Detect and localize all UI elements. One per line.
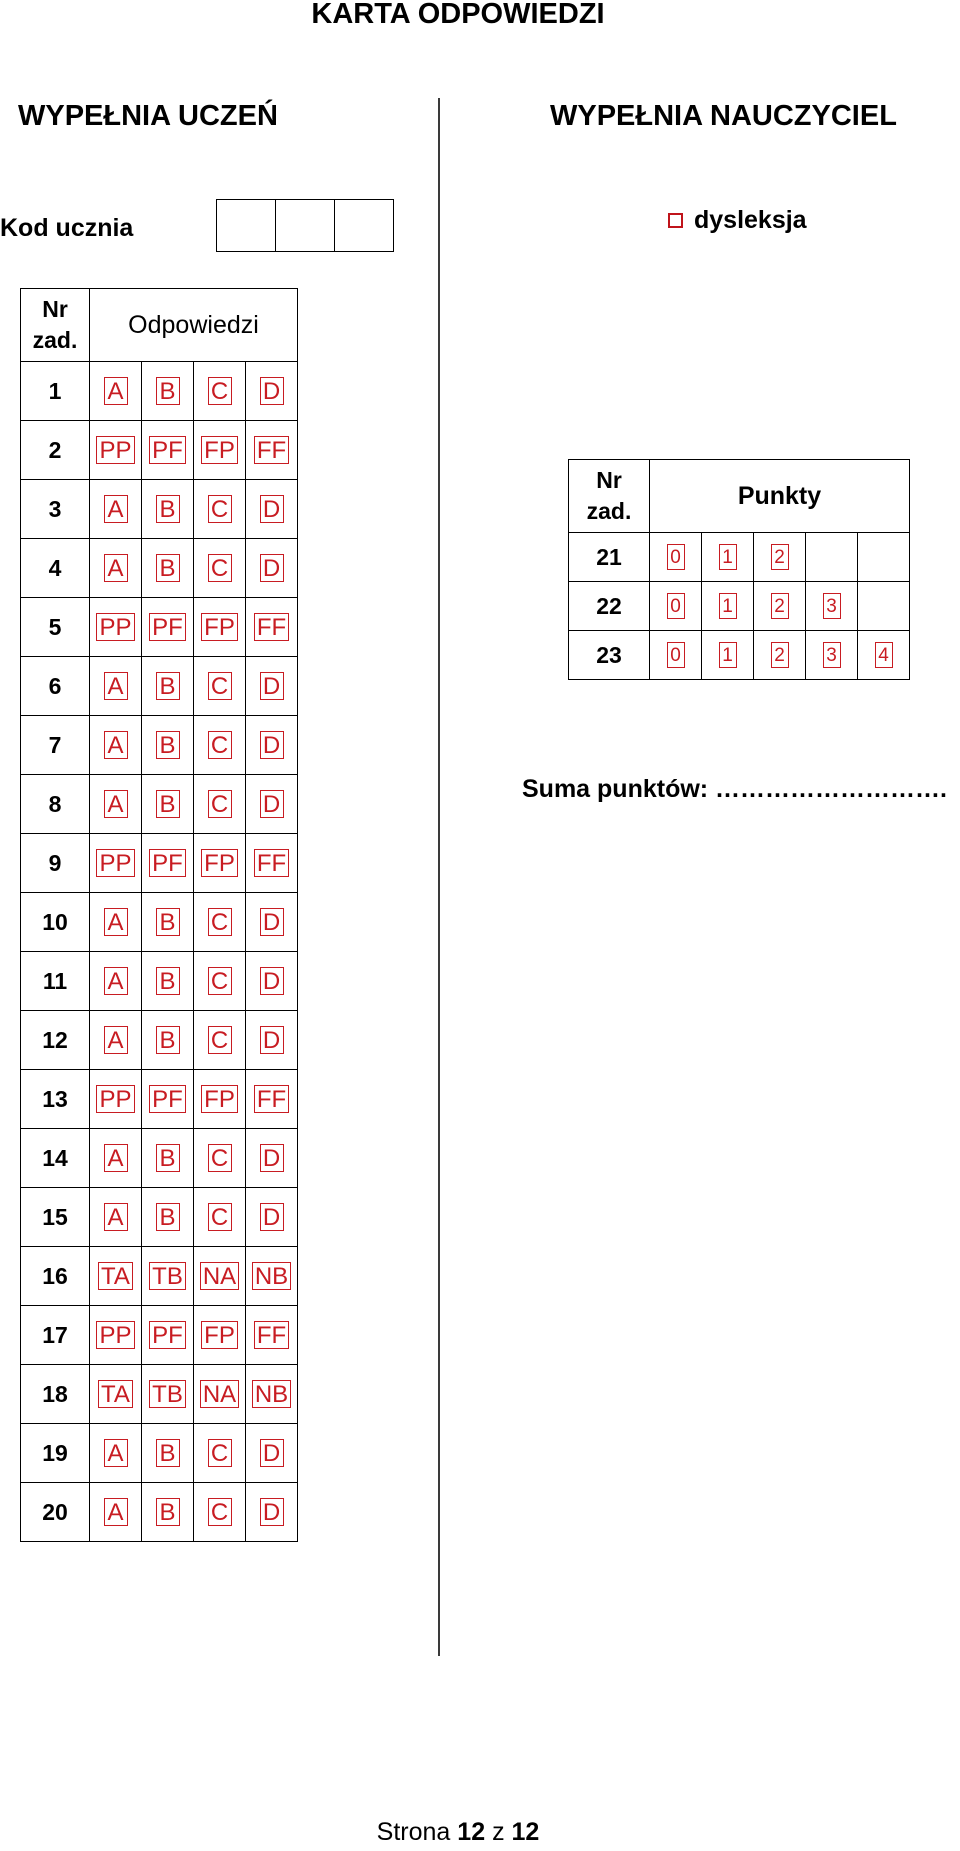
answer-option-cell bbox=[246, 1070, 298, 1129]
score-cell bbox=[650, 631, 702, 680]
answer-option-cell bbox=[90, 775, 142, 834]
answer-row bbox=[21, 1011, 298, 1070]
points-table bbox=[568, 459, 910, 680]
task-number: 21 bbox=[569, 533, 650, 582]
answer-row bbox=[21, 1188, 298, 1247]
score-cell bbox=[650, 533, 702, 582]
answer-option-cell bbox=[246, 362, 298, 421]
answer-option-box[interactable]: C bbox=[208, 908, 232, 936]
teacher-section-heading: WYPEŁNIA NAUCZYCIEL bbox=[550, 100, 897, 132]
answer-option-box[interactable]: B bbox=[156, 1439, 180, 1467]
footer-prefix: Strona bbox=[376, 1818, 451, 1846]
answer-row bbox=[21, 1424, 298, 1483]
answer-row bbox=[21, 716, 298, 775]
answer-option-box[interactable]: C bbox=[208, 495, 232, 523]
answer-option-cell bbox=[90, 1483, 142, 1542]
score-cell bbox=[806, 533, 858, 582]
score-option-box[interactable]: 3 bbox=[823, 642, 841, 668]
score-cell bbox=[702, 582, 754, 631]
answer-option-cell bbox=[194, 1247, 246, 1306]
answer-row bbox=[21, 775, 298, 834]
score-cell bbox=[858, 582, 910, 631]
header-task-number bbox=[569, 460, 650, 533]
answer-option-box[interactable]: FF bbox=[254, 436, 289, 464]
answer-option-cell bbox=[246, 1188, 298, 1247]
answer-option-cell bbox=[246, 893, 298, 952]
answer-option-box[interactable]: A bbox=[104, 731, 128, 759]
answer-option-cell bbox=[194, 893, 246, 952]
task-number: 16 bbox=[21, 1247, 90, 1306]
answer-option-box[interactable]: B bbox=[156, 554, 180, 582]
answer-option-box[interactable]: PF bbox=[149, 1085, 186, 1113]
task-number: 13 bbox=[21, 1070, 90, 1129]
answer-option-box[interactable]: B bbox=[156, 1498, 180, 1526]
answer-option-box[interactable]: D bbox=[260, 1498, 284, 1526]
answer-option-cell bbox=[142, 657, 194, 716]
score-cell bbox=[754, 582, 806, 631]
answer-option-cell bbox=[246, 716, 298, 775]
task-number: 20 bbox=[21, 1483, 90, 1542]
answer-option-cell bbox=[142, 1483, 194, 1542]
answer-option-box[interactable]: B bbox=[156, 672, 180, 700]
task-number: 4 bbox=[21, 539, 90, 598]
answer-option-box[interactable]: B bbox=[156, 731, 180, 759]
footer-page-number: 12 bbox=[457, 1818, 486, 1846]
answer-option-box[interactable]: NA bbox=[200, 1262, 239, 1290]
task-number: 3 bbox=[21, 480, 90, 539]
score-option-box[interactable]: 3 bbox=[823, 593, 841, 619]
score-cell bbox=[650, 582, 702, 631]
answer-option-cell bbox=[246, 421, 298, 480]
answer-option-cell bbox=[194, 1188, 246, 1247]
answer-option-box[interactable]: D bbox=[260, 967, 284, 995]
answer-option-box[interactable]: NB bbox=[252, 1380, 291, 1408]
task-number: 15 bbox=[21, 1188, 90, 1247]
answer-option-box[interactable]: PP bbox=[96, 613, 134, 641]
answer-option-cell bbox=[194, 598, 246, 657]
header-points: Punkty bbox=[650, 460, 910, 533]
answer-option-box[interactable]: C bbox=[208, 967, 232, 995]
task-number: 2 bbox=[21, 421, 90, 480]
dyslexia-option[interactable] bbox=[668, 206, 807, 235]
answer-option-box[interactable]: D bbox=[260, 908, 284, 936]
answer-option-box[interactable]: FP bbox=[201, 436, 238, 464]
answer-option-box[interactable]: A bbox=[104, 672, 128, 700]
answer-option-cell bbox=[90, 480, 142, 539]
answer-row bbox=[21, 834, 298, 893]
answer-option-box[interactable]: D bbox=[260, 731, 284, 759]
answer-option-cell bbox=[142, 1306, 194, 1365]
student-code-label: Kod ucznia bbox=[0, 214, 134, 242]
answer-option-box[interactable]: A bbox=[104, 554, 128, 582]
answer-option-cell bbox=[194, 834, 246, 893]
answer-option-box[interactable]: B bbox=[156, 495, 180, 523]
answer-option-box[interactable]: FF bbox=[254, 1085, 289, 1113]
answer-option-box[interactable]: FP bbox=[201, 1085, 238, 1113]
answer-option-cell bbox=[246, 598, 298, 657]
score-option-box[interactable]: 2 bbox=[771, 593, 789, 619]
answer-option-cell bbox=[246, 657, 298, 716]
dyslexia-checkbox[interactable] bbox=[668, 213, 683, 228]
answer-row bbox=[21, 480, 298, 539]
answer-option-cell bbox=[194, 952, 246, 1011]
answer-row bbox=[21, 1129, 298, 1188]
task-number: 19 bbox=[21, 1424, 90, 1483]
score-option-box[interactable]: 0 bbox=[667, 593, 685, 619]
footer-of: z bbox=[492, 1818, 505, 1846]
answer-option-cell bbox=[90, 598, 142, 657]
answer-option-cell bbox=[194, 362, 246, 421]
score-option-box[interactable]: 2 bbox=[771, 642, 789, 668]
answer-option-box[interactable]: C bbox=[208, 1203, 232, 1231]
answer-option-box[interactable]: NB bbox=[252, 1262, 291, 1290]
score-option-box[interactable]: 1 bbox=[719, 593, 737, 619]
points-row bbox=[569, 582, 910, 631]
score-cell bbox=[806, 582, 858, 631]
answer-option-cell bbox=[246, 1129, 298, 1188]
answer-option-cell bbox=[142, 1365, 194, 1424]
student-code-box[interactable] bbox=[275, 200, 334, 251]
score-cell bbox=[754, 533, 806, 582]
answer-option-box[interactable]: FP bbox=[201, 849, 238, 877]
task-number: 10 bbox=[21, 893, 90, 952]
answer-option-cell bbox=[142, 1129, 194, 1188]
answer-option-cell bbox=[194, 480, 246, 539]
answer-option-cell bbox=[246, 1365, 298, 1424]
answer-option-box[interactable]: C bbox=[208, 731, 232, 759]
answer-option-box[interactable]: PP bbox=[96, 436, 134, 464]
answer-option-cell bbox=[194, 1129, 246, 1188]
answer-option-box[interactable]: C bbox=[208, 790, 232, 818]
header-task-number bbox=[21, 289, 90, 362]
answer-option-cell bbox=[194, 657, 246, 716]
score-option-box[interactable]: 4 bbox=[875, 642, 893, 668]
answer-row bbox=[21, 657, 298, 716]
answer-option-box[interactable]: PP bbox=[96, 849, 134, 877]
answer-option-box[interactable]: PF bbox=[149, 613, 186, 641]
answer-option-box[interactable]: C bbox=[208, 377, 232, 405]
answer-option-cell bbox=[142, 775, 194, 834]
answer-option-cell bbox=[142, 893, 194, 952]
answer-option-cell bbox=[194, 716, 246, 775]
answer-option-box[interactable]: C bbox=[208, 1498, 232, 1526]
dyslexia-label: dysleksja bbox=[694, 206, 807, 234]
answer-row bbox=[21, 598, 298, 657]
answer-option-cell bbox=[142, 1247, 194, 1306]
answer-option-box[interactable]: D bbox=[260, 790, 284, 818]
score-cell bbox=[702, 533, 754, 582]
answer-option-cell bbox=[90, 657, 142, 716]
answer-option-cell bbox=[246, 1306, 298, 1365]
points-row bbox=[569, 533, 910, 582]
task-number: 6 bbox=[21, 657, 90, 716]
answer-option-cell bbox=[90, 1011, 142, 1070]
answer-row bbox=[21, 362, 298, 421]
points-table-header bbox=[569, 460, 910, 533]
student-code-box[interactable] bbox=[217, 200, 275, 251]
answer-option-cell bbox=[194, 1306, 246, 1365]
student-section-heading: WYPEŁNIA UCZEŃ bbox=[18, 100, 278, 132]
task-number: 9 bbox=[21, 834, 90, 893]
task-number: 23 bbox=[569, 631, 650, 680]
task-number: 5 bbox=[21, 598, 90, 657]
answer-option-cell bbox=[142, 1011, 194, 1070]
answer-option-box[interactable]: NA bbox=[200, 1380, 239, 1408]
answer-option-box[interactable]: TB bbox=[149, 1380, 186, 1408]
answer-option-box[interactable]: A bbox=[104, 1026, 128, 1054]
answer-option-cell bbox=[246, 1483, 298, 1542]
answer-option-cell bbox=[90, 1070, 142, 1129]
answer-option-box[interactable]: C bbox=[208, 1144, 232, 1172]
answer-option-box[interactable]: A bbox=[104, 1203, 128, 1231]
student-code-box[interactable] bbox=[334, 200, 393, 251]
student-code-boxes bbox=[216, 199, 394, 252]
answer-option-cell bbox=[90, 1247, 142, 1306]
answer-row bbox=[21, 952, 298, 1011]
answer-table bbox=[20, 288, 298, 1542]
answer-row bbox=[21, 1483, 298, 1542]
header-zad: zad. bbox=[32, 327, 78, 353]
score-cell bbox=[858, 631, 910, 680]
answer-option-box[interactable]: A bbox=[104, 1144, 128, 1172]
answer-option-cell bbox=[142, 1424, 194, 1483]
score-cell bbox=[702, 631, 754, 680]
answer-option-box[interactable]: TA bbox=[98, 1262, 133, 1290]
points-sum-label: Suma punktów: ………………………. bbox=[522, 775, 947, 803]
answer-option-box[interactable]: B bbox=[156, 790, 180, 818]
answer-option-box[interactable]: C bbox=[208, 1439, 232, 1467]
score-cell bbox=[858, 533, 910, 582]
answer-row bbox=[21, 1365, 298, 1424]
answer-option-cell bbox=[90, 1424, 142, 1483]
header-nr: Nr bbox=[42, 296, 68, 322]
answer-option-box[interactable]: C bbox=[208, 672, 232, 700]
task-number: 8 bbox=[21, 775, 90, 834]
answer-option-cell bbox=[142, 421, 194, 480]
answer-option-box[interactable]: FF bbox=[254, 1321, 289, 1349]
answer-option-cell bbox=[142, 1188, 194, 1247]
task-number: 14 bbox=[21, 1129, 90, 1188]
answer-option-box[interactable]: A bbox=[104, 495, 128, 523]
answer-option-cell bbox=[90, 1129, 142, 1188]
answer-option-cell bbox=[142, 834, 194, 893]
score-option-box[interactable]: 2 bbox=[771, 544, 789, 570]
answer-option-cell bbox=[142, 952, 194, 1011]
answer-option-cell bbox=[246, 775, 298, 834]
task-number: 7 bbox=[21, 716, 90, 775]
answer-option-box[interactable]: FF bbox=[254, 613, 289, 641]
answer-option-box[interactable]: A bbox=[104, 908, 128, 936]
answer-option-cell bbox=[90, 952, 142, 1011]
answer-option-cell bbox=[246, 834, 298, 893]
answer-option-box[interactable]: TA bbox=[98, 1380, 133, 1408]
answer-option-box[interactable]: D bbox=[260, 1203, 284, 1231]
points-row bbox=[569, 631, 910, 680]
score-cell bbox=[754, 631, 806, 680]
answer-option-cell bbox=[246, 1247, 298, 1306]
answer-option-box[interactable]: D bbox=[260, 1026, 284, 1054]
answer-option-box[interactable]: D bbox=[260, 672, 284, 700]
answer-option-box[interactable]: PF bbox=[149, 436, 186, 464]
answer-option-box[interactable]: B bbox=[156, 967, 180, 995]
answer-option-box[interactable]: C bbox=[208, 1026, 232, 1054]
score-option-box[interactable]: 1 bbox=[719, 642, 737, 668]
answer-option-cell bbox=[246, 480, 298, 539]
answer-option-box[interactable]: B bbox=[156, 1203, 180, 1231]
answer-option-box[interactable]: A bbox=[104, 377, 128, 405]
answer-option-cell bbox=[246, 539, 298, 598]
answer-option-cell bbox=[90, 1188, 142, 1247]
task-number: 18 bbox=[21, 1365, 90, 1424]
score-option-box[interactable]: 1 bbox=[719, 544, 737, 570]
answer-row bbox=[21, 421, 298, 480]
answer-option-box[interactable]: FP bbox=[201, 1321, 238, 1349]
answer-option-cell bbox=[90, 893, 142, 952]
answer-option-cell bbox=[194, 1011, 246, 1070]
answer-row bbox=[21, 1070, 298, 1129]
answer-option-box[interactable]: PP bbox=[96, 1085, 134, 1113]
answer-option-cell bbox=[246, 952, 298, 1011]
answer-option-cell bbox=[194, 1483, 246, 1542]
answer-option-cell bbox=[246, 1011, 298, 1070]
task-number: 22 bbox=[569, 582, 650, 631]
answer-row bbox=[21, 893, 298, 952]
answer-option-box[interactable]: PF bbox=[149, 849, 186, 877]
task-number: 12 bbox=[21, 1011, 90, 1070]
header-nr: Nr bbox=[596, 467, 622, 493]
task-number: 11 bbox=[21, 952, 90, 1011]
answer-option-box[interactable]: B bbox=[156, 377, 180, 405]
answer-option-box[interactable]: D bbox=[260, 377, 284, 405]
answer-option-box[interactable]: A bbox=[104, 1498, 128, 1526]
answer-option-box[interactable]: D bbox=[260, 495, 284, 523]
answer-option-box[interactable]: B bbox=[156, 1144, 180, 1172]
answer-option-cell bbox=[90, 1306, 142, 1365]
task-number: 17 bbox=[21, 1306, 90, 1365]
footer-page-total: 12 bbox=[511, 1818, 540, 1846]
score-cell bbox=[806, 631, 858, 680]
answer-option-box[interactable]: D bbox=[260, 1144, 284, 1172]
answer-option-box[interactable]: B bbox=[156, 1026, 180, 1054]
answer-option-cell bbox=[90, 1365, 142, 1424]
answer-option-cell bbox=[194, 1424, 246, 1483]
answer-option-cell bbox=[142, 480, 194, 539]
answer-option-cell bbox=[90, 716, 142, 775]
answer-option-cell bbox=[90, 362, 142, 421]
answer-option-cell bbox=[194, 1070, 246, 1129]
answer-option-box[interactable]: A bbox=[104, 1439, 128, 1467]
answer-option-box[interactable]: A bbox=[104, 967, 128, 995]
answer-table-header bbox=[21, 289, 298, 362]
answer-option-box[interactable]: PP bbox=[96, 1321, 134, 1349]
header-zad: zad. bbox=[586, 498, 632, 524]
answer-row bbox=[21, 539, 298, 598]
answer-option-cell bbox=[90, 539, 142, 598]
answer-option-box[interactable]: D bbox=[260, 1439, 284, 1467]
answer-option-box[interactable]: C bbox=[208, 554, 232, 582]
answer-option-cell bbox=[194, 539, 246, 598]
answer-option-cell bbox=[142, 716, 194, 775]
answer-option-cell bbox=[194, 421, 246, 480]
page-footer bbox=[0, 1818, 916, 1847]
answer-option-box[interactable]: TB bbox=[149, 1262, 186, 1290]
page-title: KARTA ODPOWIEDZI bbox=[311, 0, 605, 30]
answer-option-box[interactable]: B bbox=[156, 908, 180, 936]
answer-option-cell bbox=[194, 1365, 246, 1424]
answer-option-cell bbox=[142, 539, 194, 598]
answer-option-cell bbox=[90, 834, 142, 893]
section-divider bbox=[438, 98, 440, 1656]
answer-option-cell bbox=[142, 598, 194, 657]
header-answers: Odpowiedzi bbox=[90, 289, 298, 362]
answer-option-box[interactable]: D bbox=[260, 554, 284, 582]
answer-row bbox=[21, 1247, 298, 1306]
answer-option-cell bbox=[90, 421, 142, 480]
answer-row bbox=[21, 1306, 298, 1365]
answer-option-box[interactable]: A bbox=[104, 790, 128, 818]
answer-option-cell bbox=[246, 1424, 298, 1483]
answer-option-cell bbox=[194, 775, 246, 834]
task-number: 1 bbox=[21, 362, 90, 421]
score-option-box[interactable]: 0 bbox=[667, 642, 685, 668]
answer-option-box[interactable]: PF bbox=[149, 1321, 186, 1349]
answer-option-box[interactable]: FF bbox=[254, 849, 289, 877]
answer-option-box[interactable]: FP bbox=[201, 613, 238, 641]
answer-option-cell bbox=[142, 362, 194, 421]
answer-option-cell bbox=[142, 1070, 194, 1129]
score-option-box[interactable]: 0 bbox=[667, 544, 685, 570]
